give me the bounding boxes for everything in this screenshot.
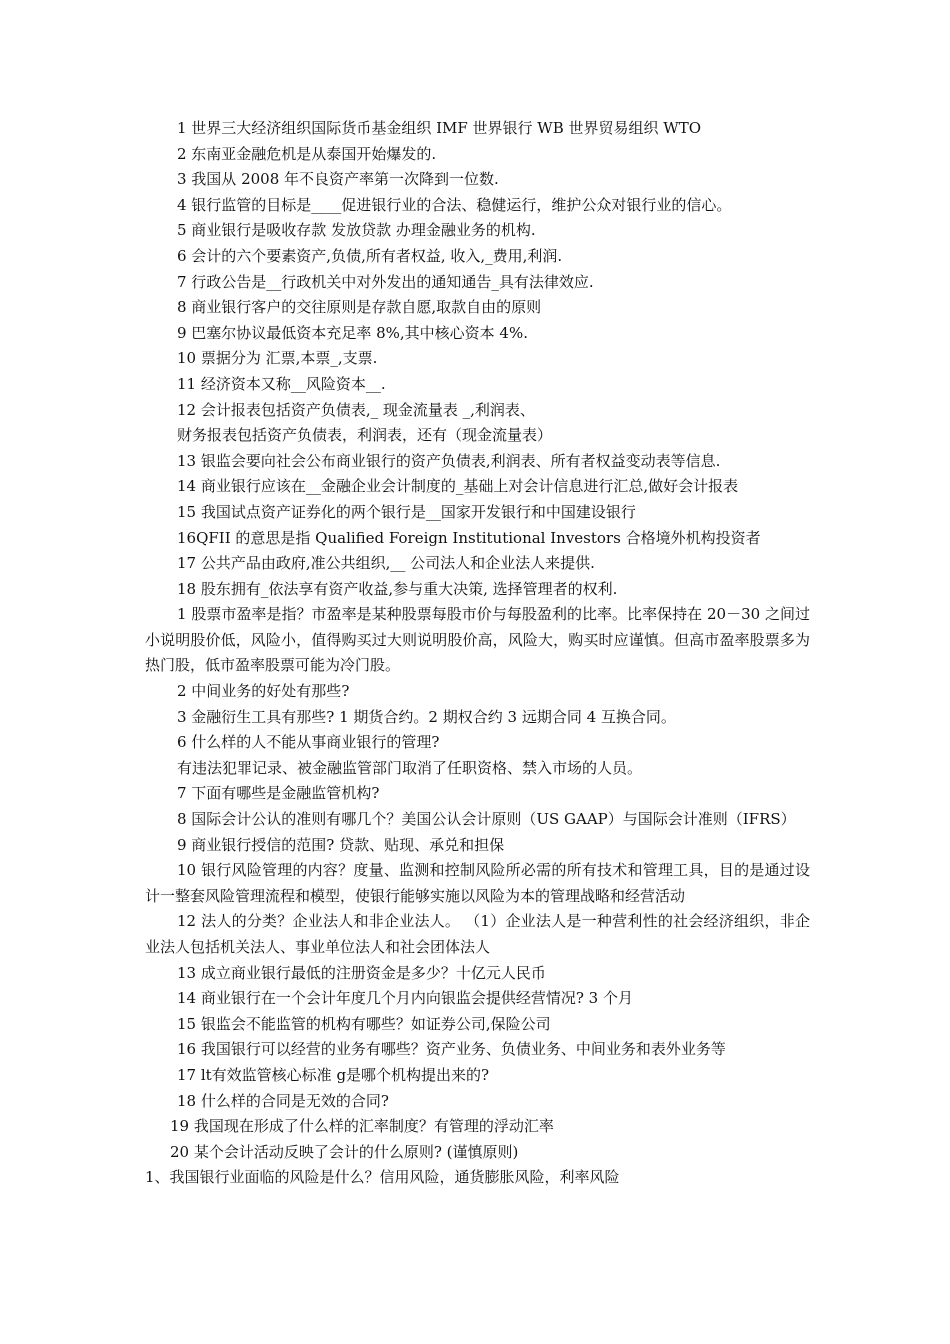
document-body bbox=[145, 116, 810, 1191]
text-line: 18 股东拥有_依法享有资产收益,参与重大决策, 选择管理者的权利. bbox=[177, 579, 618, 598]
text-line: 11 经济资本又称__风险资本__. bbox=[177, 374, 386, 393]
text-line: 20 某个会计活动反映了会计的什么原则? (谨慎原则) bbox=[170, 1142, 519, 1161]
paragraph: 1 股票市盈率是指？市盈率是某种股票每股市价与每股盈利的比率。比率保持在 20－30 之间过小说明股价低，风险小，值得购买过大则说明股价高，风险大，购买时应谨慎。但高市盈率股票多为热门股，低市盈率股票可能为冷门股。 bbox=[145, 605, 810, 675]
text-line: 13 成立商业银行最低的注册资金是多少？十亿元人民币 bbox=[177, 963, 546, 982]
text-line: 7 下面有哪些是金融监管机构? bbox=[177, 784, 380, 803]
text-line: 财务报表包括资产负债表，利润表，还有（现金流量表） bbox=[177, 426, 553, 445]
text-line: 16 我国银行可以经营的业务有哪些？资产业务、负债业务、中间业务和表外业务等 bbox=[177, 1040, 726, 1059]
text-line: 14 商业银行应该在__金融企业会计制度的_基础上对会计信息进行汇总,做好会计报表 bbox=[177, 477, 739, 496]
text-line: 5 商业银行是吸收存款 发放贷款 办理金融业务的机构. bbox=[177, 221, 536, 240]
text-line: 9 商业银行授信的范围? 贷款、贴现、承兑和担保 bbox=[177, 835, 505, 854]
text-line: 1 世界三大经济组织国际货币基金组织 IMF 世界银行 WB 世界贸易组织 WTO bbox=[177, 119, 702, 137]
text-line: 18 什么样的合同是无效的合同? bbox=[177, 1091, 389, 1110]
text-line: 3 我国从 2008 年不良资产率第一次降到一位数. bbox=[177, 170, 499, 189]
text-line: 4 银行监管的目标是____促进银行业的合法、稳健运行，维护公众对银行业的信心。 bbox=[177, 195, 732, 214]
text-line: 9 巴塞尔协议最低资本充足率 8%,其中核心资本 4%. bbox=[177, 323, 528, 342]
text-line: 有违法犯罪记录、被金融监管部门取消了任职资格、禁入市场的人员。 bbox=[177, 758, 643, 777]
text-line: 2 东南亚金融危机是从泰国开始爆发的. bbox=[177, 144, 437, 163]
text-line: 15 我国试点资产证券化的两个银行是__国家开发银行和中国建设银行 bbox=[177, 502, 636, 521]
text-line: 17 公共产品由政府,准公共组织,__ 公司法人和企业法人来提供. bbox=[177, 554, 595, 573]
text-line: 16QFII 的意思是指 Qualified Foreign Institutional Investors 合格境外机构投资者 bbox=[177, 528, 761, 547]
text-line: 2 中间业务的好处有那些? bbox=[177, 682, 350, 701]
text-line: 8 商业银行客户的交往原则是存款自愿,取款自由的原则 bbox=[177, 298, 542, 317]
paragraph: 8 国际会计公认的准则有哪几个？美国公认会计原则（US GAAP）与国际会计准则（IFRS） bbox=[177, 810, 796, 829]
text-line: 14 商业银行在一个会计年度几个月内向银监会提供经营情况? 3 个月 bbox=[177, 989, 633, 1008]
text-line: 7 行政公告是__行政机关中对外发出的通知通告_具有法律效应. bbox=[177, 272, 594, 291]
text-line: 1、我国银行业面临的风险是什么？信用风险，通货膨胀风险，利率风险 bbox=[145, 1168, 620, 1187]
text-line: 17 lt有效监管核心标准 g是哪个机构提出来的? bbox=[177, 1065, 490, 1084]
text-line: 6 会计的六个要素资产,负债,所有者权益, 收入,_费用,利润. bbox=[177, 246, 563, 265]
text-line: 19 我国现在形成了什么样的汇率制度？有管理的浮动汇率 bbox=[170, 1117, 554, 1136]
text-line: 10 票据分为 汇票,本票_,支票. bbox=[177, 349, 378, 368]
paragraph: 10 银行风险管理的内容？度量、监测和控制风险所必需的所有技术和管理工具，目的是通过设计一整套风险管理流程和模型，使银行能够实施以风险为本的管理战略和经营活动 bbox=[145, 861, 810, 905]
text-line: 12 会计报表包括资产负债表,_ 现金流量表 _,利润表、 bbox=[177, 400, 535, 419]
text-line: 15 银监会不能监管的机构有哪些？如证券公司,保险公司 bbox=[177, 1014, 551, 1033]
text-line: 6 什么样的人不能从事商业银行的管理? bbox=[177, 733, 440, 752]
text-line: 3 金融衍生工具有那些? 1 期货合约。2 期权合约 3 远期合同 4 互换合同。 bbox=[177, 707, 676, 726]
text-line: 13 银监会要向社会公布商业银行的资产负债表,利润表、所有者权益变动表等信息. bbox=[177, 451, 721, 470]
paragraph: 12 法人的分类？企业法人和非企业法人。 （1）企业法人是一种营利性的社会经济组织，非企业法人包括机关法人、事业单位法人和社会团体法人 bbox=[145, 912, 810, 956]
